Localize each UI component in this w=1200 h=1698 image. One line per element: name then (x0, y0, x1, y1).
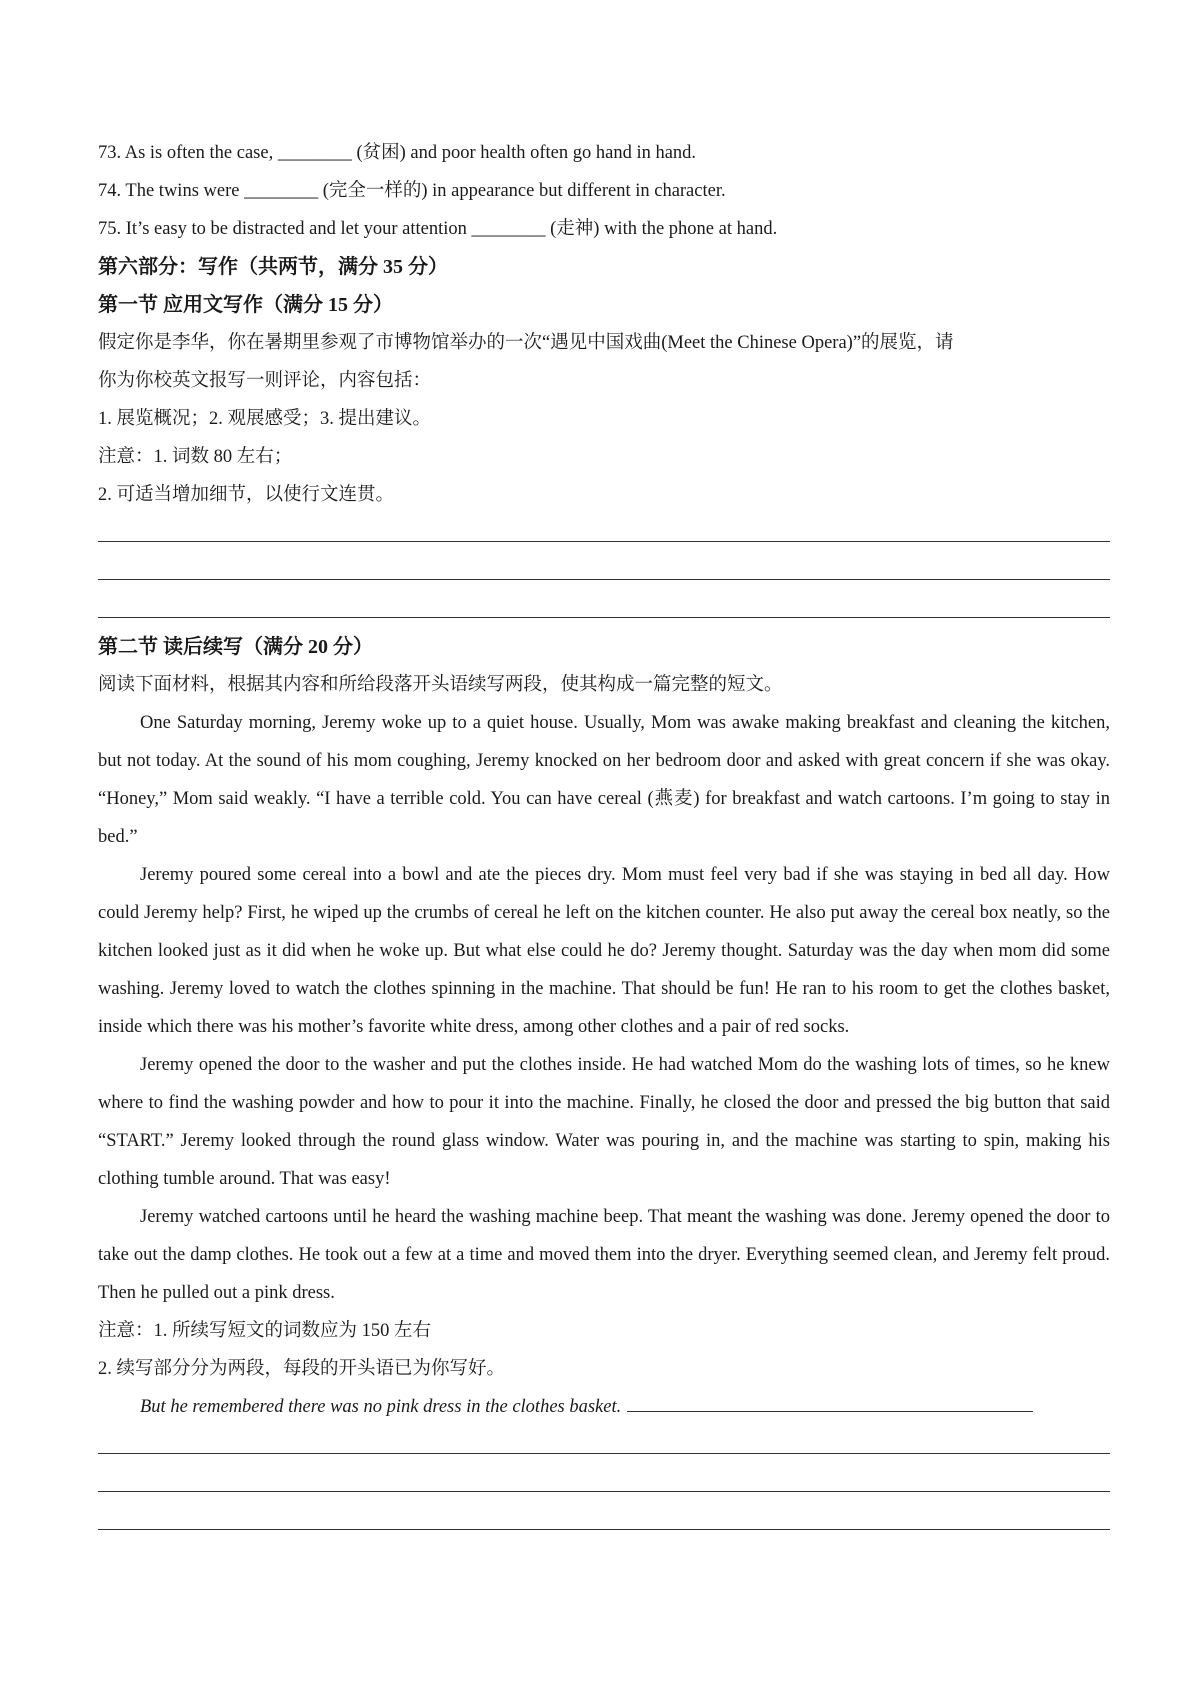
question-75: 75. It’s easy to be distracted and let your attention ________ (走神) with the phone at hand. (98, 219, 778, 239)
story-paragraph: Jeremy opened the door to the washer and put the clothes inside. He had watched Mom do the washing lots of times, so he knew where to find the washing powder and how to pour it into the machine. Finally, he closed the door and pressed the big button that said “START.” Jeremy looked through the round glass window. Water was pouring in, and the machine was starting to spin, making his clothing tumble around. That was easy! (98, 1055, 1110, 1189)
section1-prompt-line: 你为你校英文报写一则评论，内容包括： (98, 371, 432, 391)
answer-line[interactable] (98, 514, 1110, 552)
opening-sentence: But he remembered there was no pink dress in the clothes basket. (140, 1397, 622, 1417)
question-73: 73. As is often the case, ________ (贫困) and poor health often go hand in hand. (98, 143, 697, 163)
section2-instruction: 阅读下面材料，根据其内容和所给段落开头语续写两段，使其构成一篇完整的短文。 (98, 675, 783, 695)
section1-prompt-line: 假定你是李华，你在暑期里参观了市博物馆举办的一次“遇见中国戏曲(Meet the Chinese Opera)”的展览，请 (98, 333, 954, 353)
section1-note: 2. 可适当增加细节，以使行文连贯。 (98, 485, 395, 505)
part6-heading: 第六部分：写作（共两节，满分 35 分） (98, 256, 448, 278)
section1-note: 注意：1. 词数 80 左右； (98, 447, 293, 467)
continuation-opening (98, 1388, 1110, 1426)
answer-line[interactable] (98, 1426, 1110, 1464)
answer-line[interactable] (627, 1410, 1033, 1412)
section2-note: 注意：1. 所续写短文的词数应为 150 左右 (98, 1321, 432, 1341)
story-paragraph: Jeremy poured some cereal into a bowl and ate the pieces dry. Mom must feel very bad if she was staying in bed all day. How could Jeremy help? First, he wiped up the crumbs of cereal he left on the kitchen counter. He also put away the cereal box neatly, so the kitchen looked just as it did when he woke up. But what else could he do? Jeremy thought. Saturday was the day when mom did some washing. Jeremy loved to watch the clothes spinning in the machine. That should be fun! He ran to his room to get the clothes basket, inside which there was his mother’s favorite white dress, among other clothes and a pair of red socks. (98, 865, 1110, 1037)
answer-line[interactable] (98, 590, 1110, 628)
section2-heading: 第二节 读后续写（满分 20 分） (98, 636, 373, 658)
story-paragraph: One Saturday morning, Jeremy woke up to a quiet house. Usually, Mom was awake making breakfast and cleaning the kitchen, but not today. At the sound of his mom coughing, Jeremy knocked on her bedroom door and asked with great concern if she was okay. “Honey,” Mom said weakly. “I have a terrible cold. You can have cereal (燕麦) for breakfast and watch cartoons. I’m going to stay in bed.” (98, 713, 1110, 847)
section1-heading: 第一节 应用文写作（满分 15 分） (98, 294, 393, 316)
story-paragraph: Jeremy watched cartoons until he heard the washing machine beep. That meant the washing was done. Jeremy opened the door to take out the damp clothes. He took out a few at a time and moved them into the dryer. Everything seemed clean, and Jeremy felt proud. Then he pulled out a pink dress. (98, 1207, 1110, 1303)
section1-contents: 1. 展览概况；2. 观展感受；3. 提出建议。 (98, 409, 432, 429)
answer-line[interactable] (98, 1502, 1110, 1540)
section2-note: 2. 续写部分分为两段，每段的开头语已为你写好。 (98, 1359, 506, 1379)
exam-page (98, 134, 1110, 1540)
answer-line[interactable] (98, 552, 1110, 590)
answer-line[interactable] (98, 1464, 1110, 1502)
question-74: 74. The twins were ________ (完全一样的) in appearance but different in character. (98, 181, 726, 201)
